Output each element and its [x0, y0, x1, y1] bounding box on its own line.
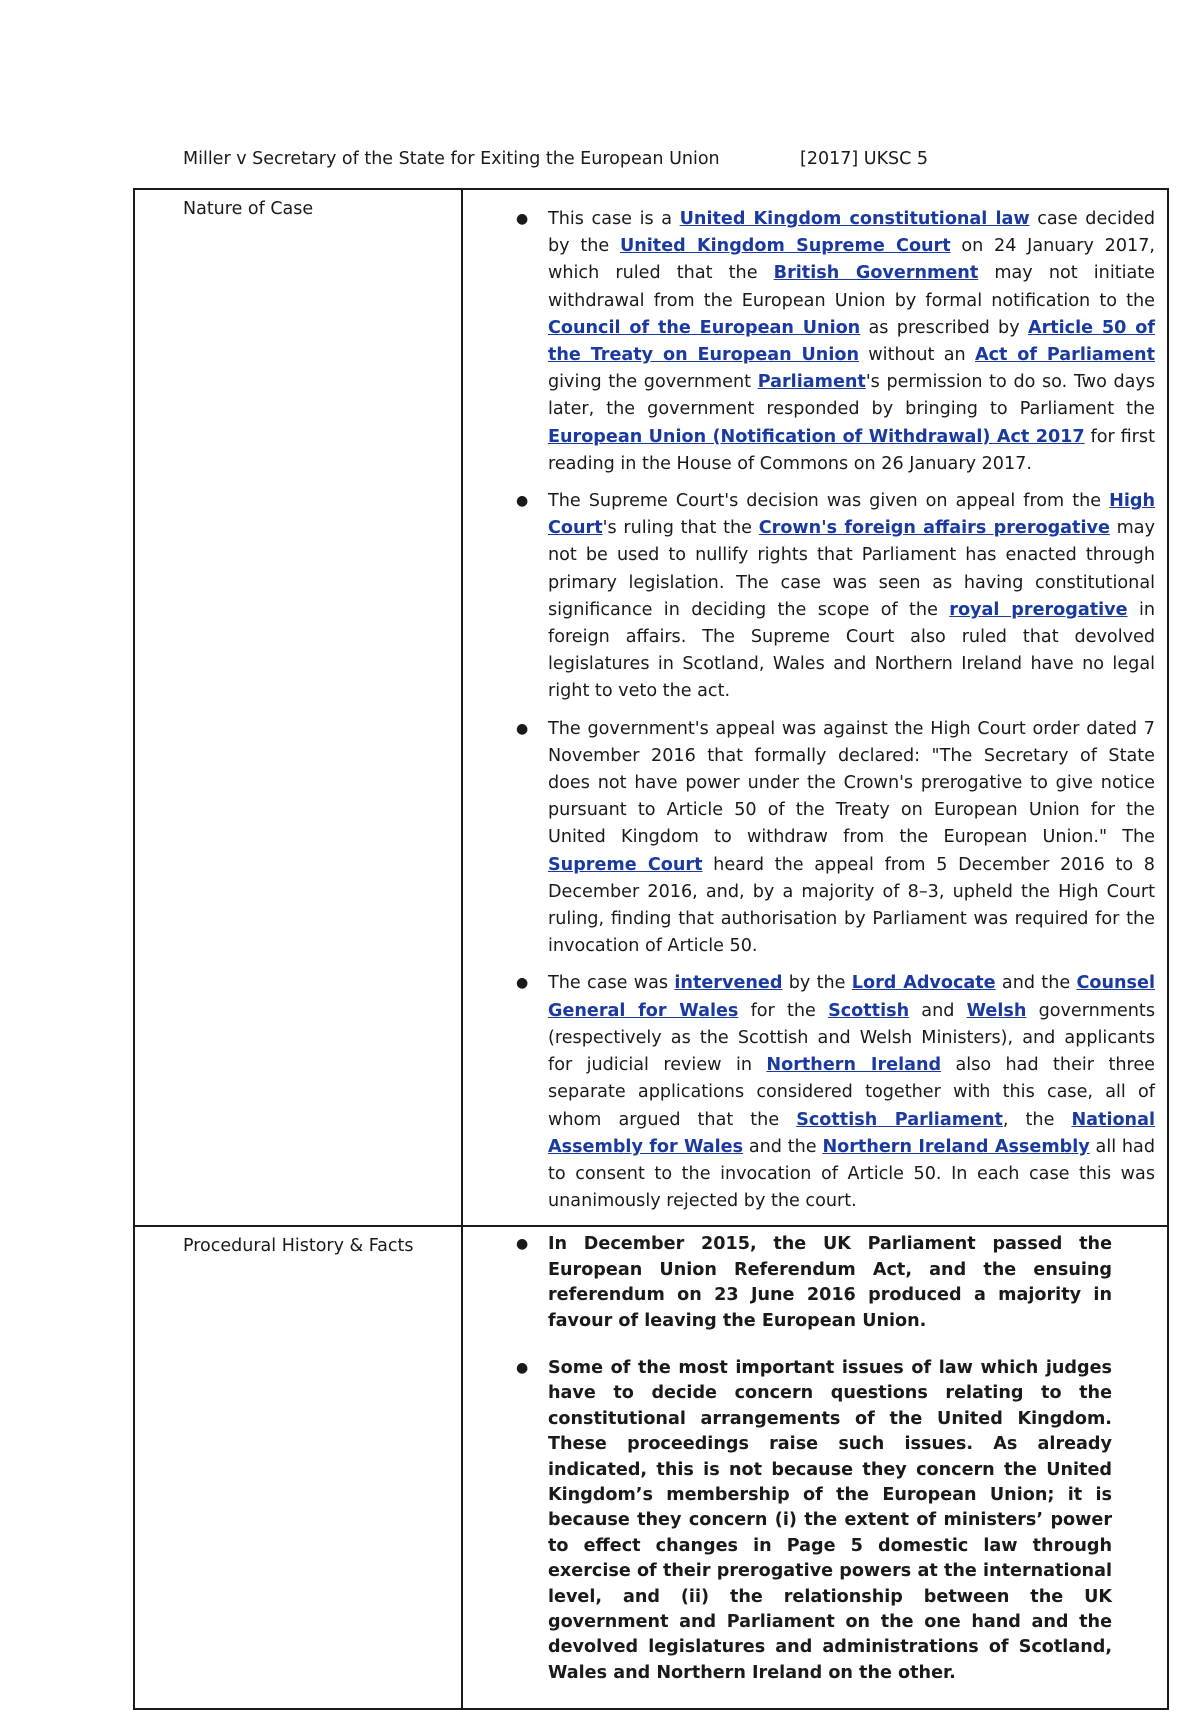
body-text: The government's appeal was against the High Court order dated 7 November 2016 that formally declared: "The Secretary of State does not have power under the Crown's prerogative to give notice pursuant to Article 50 of the Treaty on European Union for the United Kingdom to withdraw from the European Union." The	[548, 718, 1155, 848]
hyperlink[interactable]: Act of Parliament	[975, 345, 1155, 366]
table-row-nature-of-case	[134, 189, 1168, 1226]
case-name: Miller v Secretary of the State for Exiting the European Union	[183, 149, 720, 169]
case-brief-table	[133, 188, 1169, 1710]
body-text: governments (respectively as the Scottish and Welsh Ministers), and applicants for judicial review in	[548, 1000, 1155, 1076]
list-item	[516, 1232, 1112, 1334]
body-text: without an	[858, 345, 975, 366]
bullet-icon: ●	[516, 1359, 529, 1376]
row-content-cell	[462, 1226, 1168, 1709]
body-text: and the	[743, 1136, 823, 1157]
hyperlink[interactable]: European Union (Notification of Withdrawal) Act 2017	[548, 426, 1085, 447]
hyperlink[interactable]: Northern Ireland Assembly	[822, 1136, 1090, 1157]
hyperlink[interactable]: Supreme Court	[548, 854, 703, 875]
body-text: on 24 January 2017, which ruled that the	[548, 236, 1155, 284]
body-text: and the	[995, 973, 1077, 994]
bullet-icon: ●	[516, 1236, 529, 1253]
hyperlink[interactable]: Lord Advocate	[851, 973, 996, 994]
bullet-icon: ●	[516, 720, 529, 737]
body-text: The Supreme Court's decision was given on appeal from the	[548, 491, 1110, 512]
row-label-cell	[134, 1226, 462, 1709]
hyperlink[interactable]: National Assembly for Wales	[548, 1109, 1155, 1157]
body-text: , the	[1002, 1109, 1072, 1130]
list-item	[516, 206, 1156, 478]
hyperlink[interactable]: United Kingdom Supreme Court	[619, 236, 951, 257]
document-title	[183, 149, 929, 169]
body-text: and	[909, 1000, 967, 1021]
bullet-icon: ●	[516, 493, 529, 510]
table-row-procedural-history	[134, 1226, 1168, 1709]
body-text: 's ruling that the	[602, 518, 759, 539]
row-label-procedural-history: Procedural History & Facts	[183, 1236, 414, 1257]
body-text: heard the appeal from 5 December 2016 to 8 December 2016, and, by a majority of 8–3, upheld the High Court ruling, finding that authorisation by Parliament was required for the invocation of Article 50.	[548, 854, 1155, 957]
row-label-nature-of-case: Nature of Case	[183, 199, 314, 219]
hyperlink[interactable]: Parliament	[757, 372, 866, 393]
body-text: may not be used to nullify rights that Parliament has enacted through primary legislation. The case was seen as having constitutional significance in deciding the scope of the	[548, 518, 1155, 620]
bullet-icon: ●	[516, 211, 529, 227]
list-item	[516, 970, 1155, 1215]
body-text: In December 2015, the UK Parliament passed the European Union Referendum Act, and the ensuing referendum on 23 June 2016 produced a majority in favour of leaving the European Union.	[548, 1234, 1112, 1331]
body-text: also had their three separate applications considered together with this case, all of whom argued that the	[548, 1055, 1155, 1130]
hyperlink[interactable]: Scottish	[828, 1000, 910, 1021]
body-text: giving the government	[548, 372, 758, 393]
list-item	[516, 716, 1155, 961]
hyperlink[interactable]: Council of the European Union	[548, 317, 861, 338]
bullet-icon: ●	[516, 975, 529, 992]
bullet-list	[463, 190, 1167, 1215]
hyperlink[interactable]: United Kingdom constitutional law	[679, 209, 1030, 229]
hyperlink[interactable]: High Court	[548, 491, 1155, 539]
hyperlink[interactable]: intervened	[674, 973, 783, 994]
list-item	[516, 488, 1155, 706]
body-text: all had to consent to the invocation of Article 50. In each case this was unanimously rejected by the court.	[548, 1136, 1155, 1212]
body-text: Some of the most important issues of law which judges have to decide concern questions relating to the constitutional arrangements of the United Kingdom. These proceedings raise such issues. As already indicated, this is not because they concern the United Kingdom’s membership of the European Union; it is because they concern (i) the extent of ministers’ power to effect changes in Page 5 domestic law through exercise of their prerogative powers at the international level, and (ii) the relationship between the UK government and Parliament on the one hand and the devolved legislatures and administrations of Scotland, Wales and Northern Ireland on the other.	[548, 1357, 1112, 1683]
case-citation: [2017] UKSC 5	[800, 149, 929, 169]
hyperlink[interactable]: Welsh	[966, 1000, 1027, 1021]
body-text: 's permission to do so. Two days later, the government responded by bringing to Parliament the	[548, 372, 1155, 420]
body-text: case decided by the	[548, 209, 1155, 257]
row-content-cell	[462, 189, 1168, 1226]
body-text: for the	[738, 1000, 829, 1021]
body-text: as prescribed by	[860, 317, 1028, 338]
body-text: This case is a	[548, 209, 680, 229]
list-item	[516, 1356, 1112, 1686]
hyperlink[interactable]: royal prerogative	[949, 599, 1128, 620]
body-text: The case was	[548, 973, 675, 994]
hyperlink[interactable]: Scottish Parliament	[796, 1109, 1003, 1130]
bullet-list	[463, 1227, 1167, 1686]
body-text: by the	[782, 973, 852, 994]
body-text: in foreign affairs. The Supreme Court also ruled that devolved legislatures in Scotland, Wales and Northern Ireland have no legal right to veto the act.	[548, 599, 1155, 702]
row-label-cell	[134, 189, 462, 1226]
body-text: for first reading in the House of Commons on 26 January 2017.	[548, 426, 1155, 474]
hyperlink[interactable]: Article 50 of the Treaty on European Union	[548, 317, 1155, 366]
hyperlink[interactable]: Crown's foreign affairs prerogative	[758, 518, 1110, 539]
body-text: may not initiate withdrawal from the European Union by formal notification to the	[548, 263, 1156, 311]
hyperlink[interactable]: Counsel General for Wales	[548, 973, 1155, 1021]
hyperlink[interactable]: Northern Ireland	[766, 1055, 942, 1076]
hyperlink[interactable]: British Government	[773, 263, 979, 284]
